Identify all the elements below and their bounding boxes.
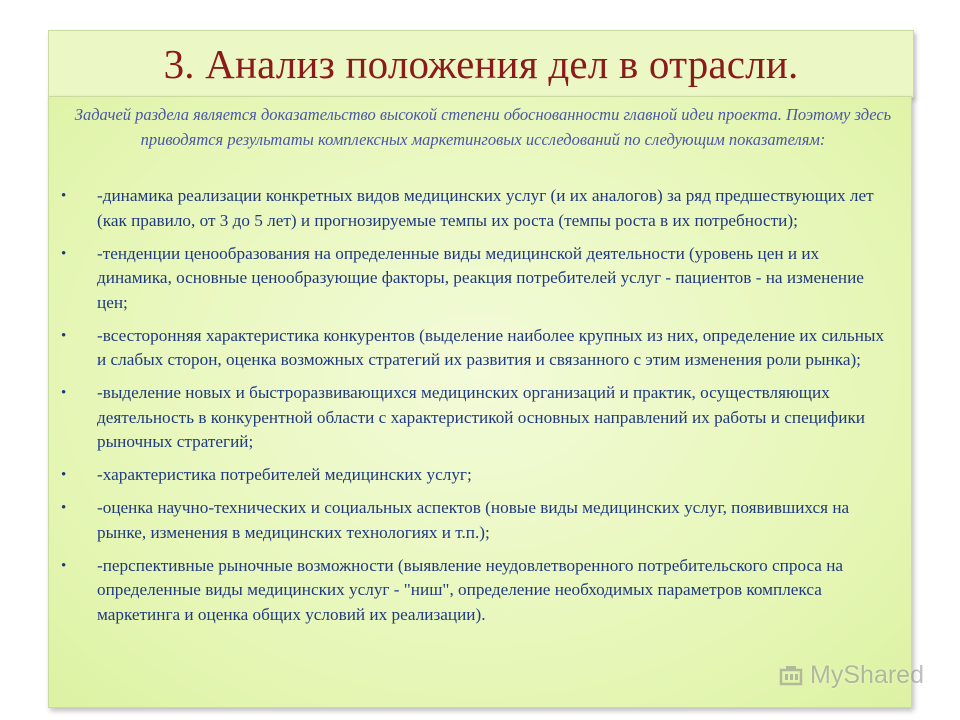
bullet-text: -тенденции ценообразования на определенные виды медицинской деятельности (уровень цен и их динамика, основные ценообразующие факторы, реакция потребителей услуг - пациентов - на изменение цен; <box>97 243 864 312</box>
bullet-item <box>57 242 889 316</box>
myshared-logo-icon <box>778 663 804 689</box>
bullet-icon: • <box>61 327 67 344</box>
watermark-text: MyShared <box>810 661 924 689</box>
bullet-text: -характеристика потребителей медицинских услуг; <box>97 465 472 484</box>
bullet-icon: • <box>61 557 67 574</box>
bullet-icon: • <box>61 467 67 483</box>
title-banner <box>48 30 914 98</box>
bullet-icon: • <box>61 500 67 516</box>
bullet-text: -выделение новых и быстроразвивающихся медицинских организаций и практик, осуществляющих деятельность в конкурентной области с характеристикой основных направлений их работы и специфики рыночных стратегий; <box>97 383 865 451</box>
content-panel <box>48 96 912 708</box>
bullet-icon: • <box>61 245 67 262</box>
bullet-icon: • <box>61 385 67 401</box>
bullet-item <box>57 554 889 628</box>
bullet-item <box>57 324 889 373</box>
bullet-text: -оценка научно-технических и социальных аспектов (новые виды медицинских услуг, появившихся на рынке, изменения в медицинских технологиях и т.п.); <box>97 498 850 542</box>
bullet-item <box>57 381 889 455</box>
bullet-icon: • <box>61 188 67 204</box>
bullet-list <box>57 184 889 636</box>
bullet-text: -перспективные рыночные возможности (выявление неудовлетворенного потребительского спроса на определенные виды медицинских услуг - "ниш", определение необходимых параметров комплекса маркетинга и оценка общих условий их реализации). <box>97 555 844 624</box>
bullet-text: -всесторонняя характеристика конкурентов (выделение наиболее крупных из них, определение их сильных и слабых сторон, оценка возможных стратегий их развития и связанного с этим изменения роли рынка); <box>97 325 885 369</box>
bullet-item <box>57 463 889 488</box>
bullet-item <box>57 496 889 545</box>
slide-title: 3. Анализ положения дел в отрасли. <box>163 41 799 87</box>
watermark <box>778 661 924 690</box>
bullet-item <box>57 184 889 233</box>
bullet-text: -динамика реализации конкретных видов медицинских услуг (и их аналогов) за ряд предшествующих лет (как правило, от 3 до 5 лет) и прогнозируемые темпы их роста (темпы роста в их потребности); <box>97 186 874 230</box>
intro-paragraph: Задачей раздела является доказательство высокой степени обоснованности главной идеи проекта. Поэтому здесь приводятся результаты комплексных маркетинговых исследований по следующим показателям: <box>74 105 892 149</box>
